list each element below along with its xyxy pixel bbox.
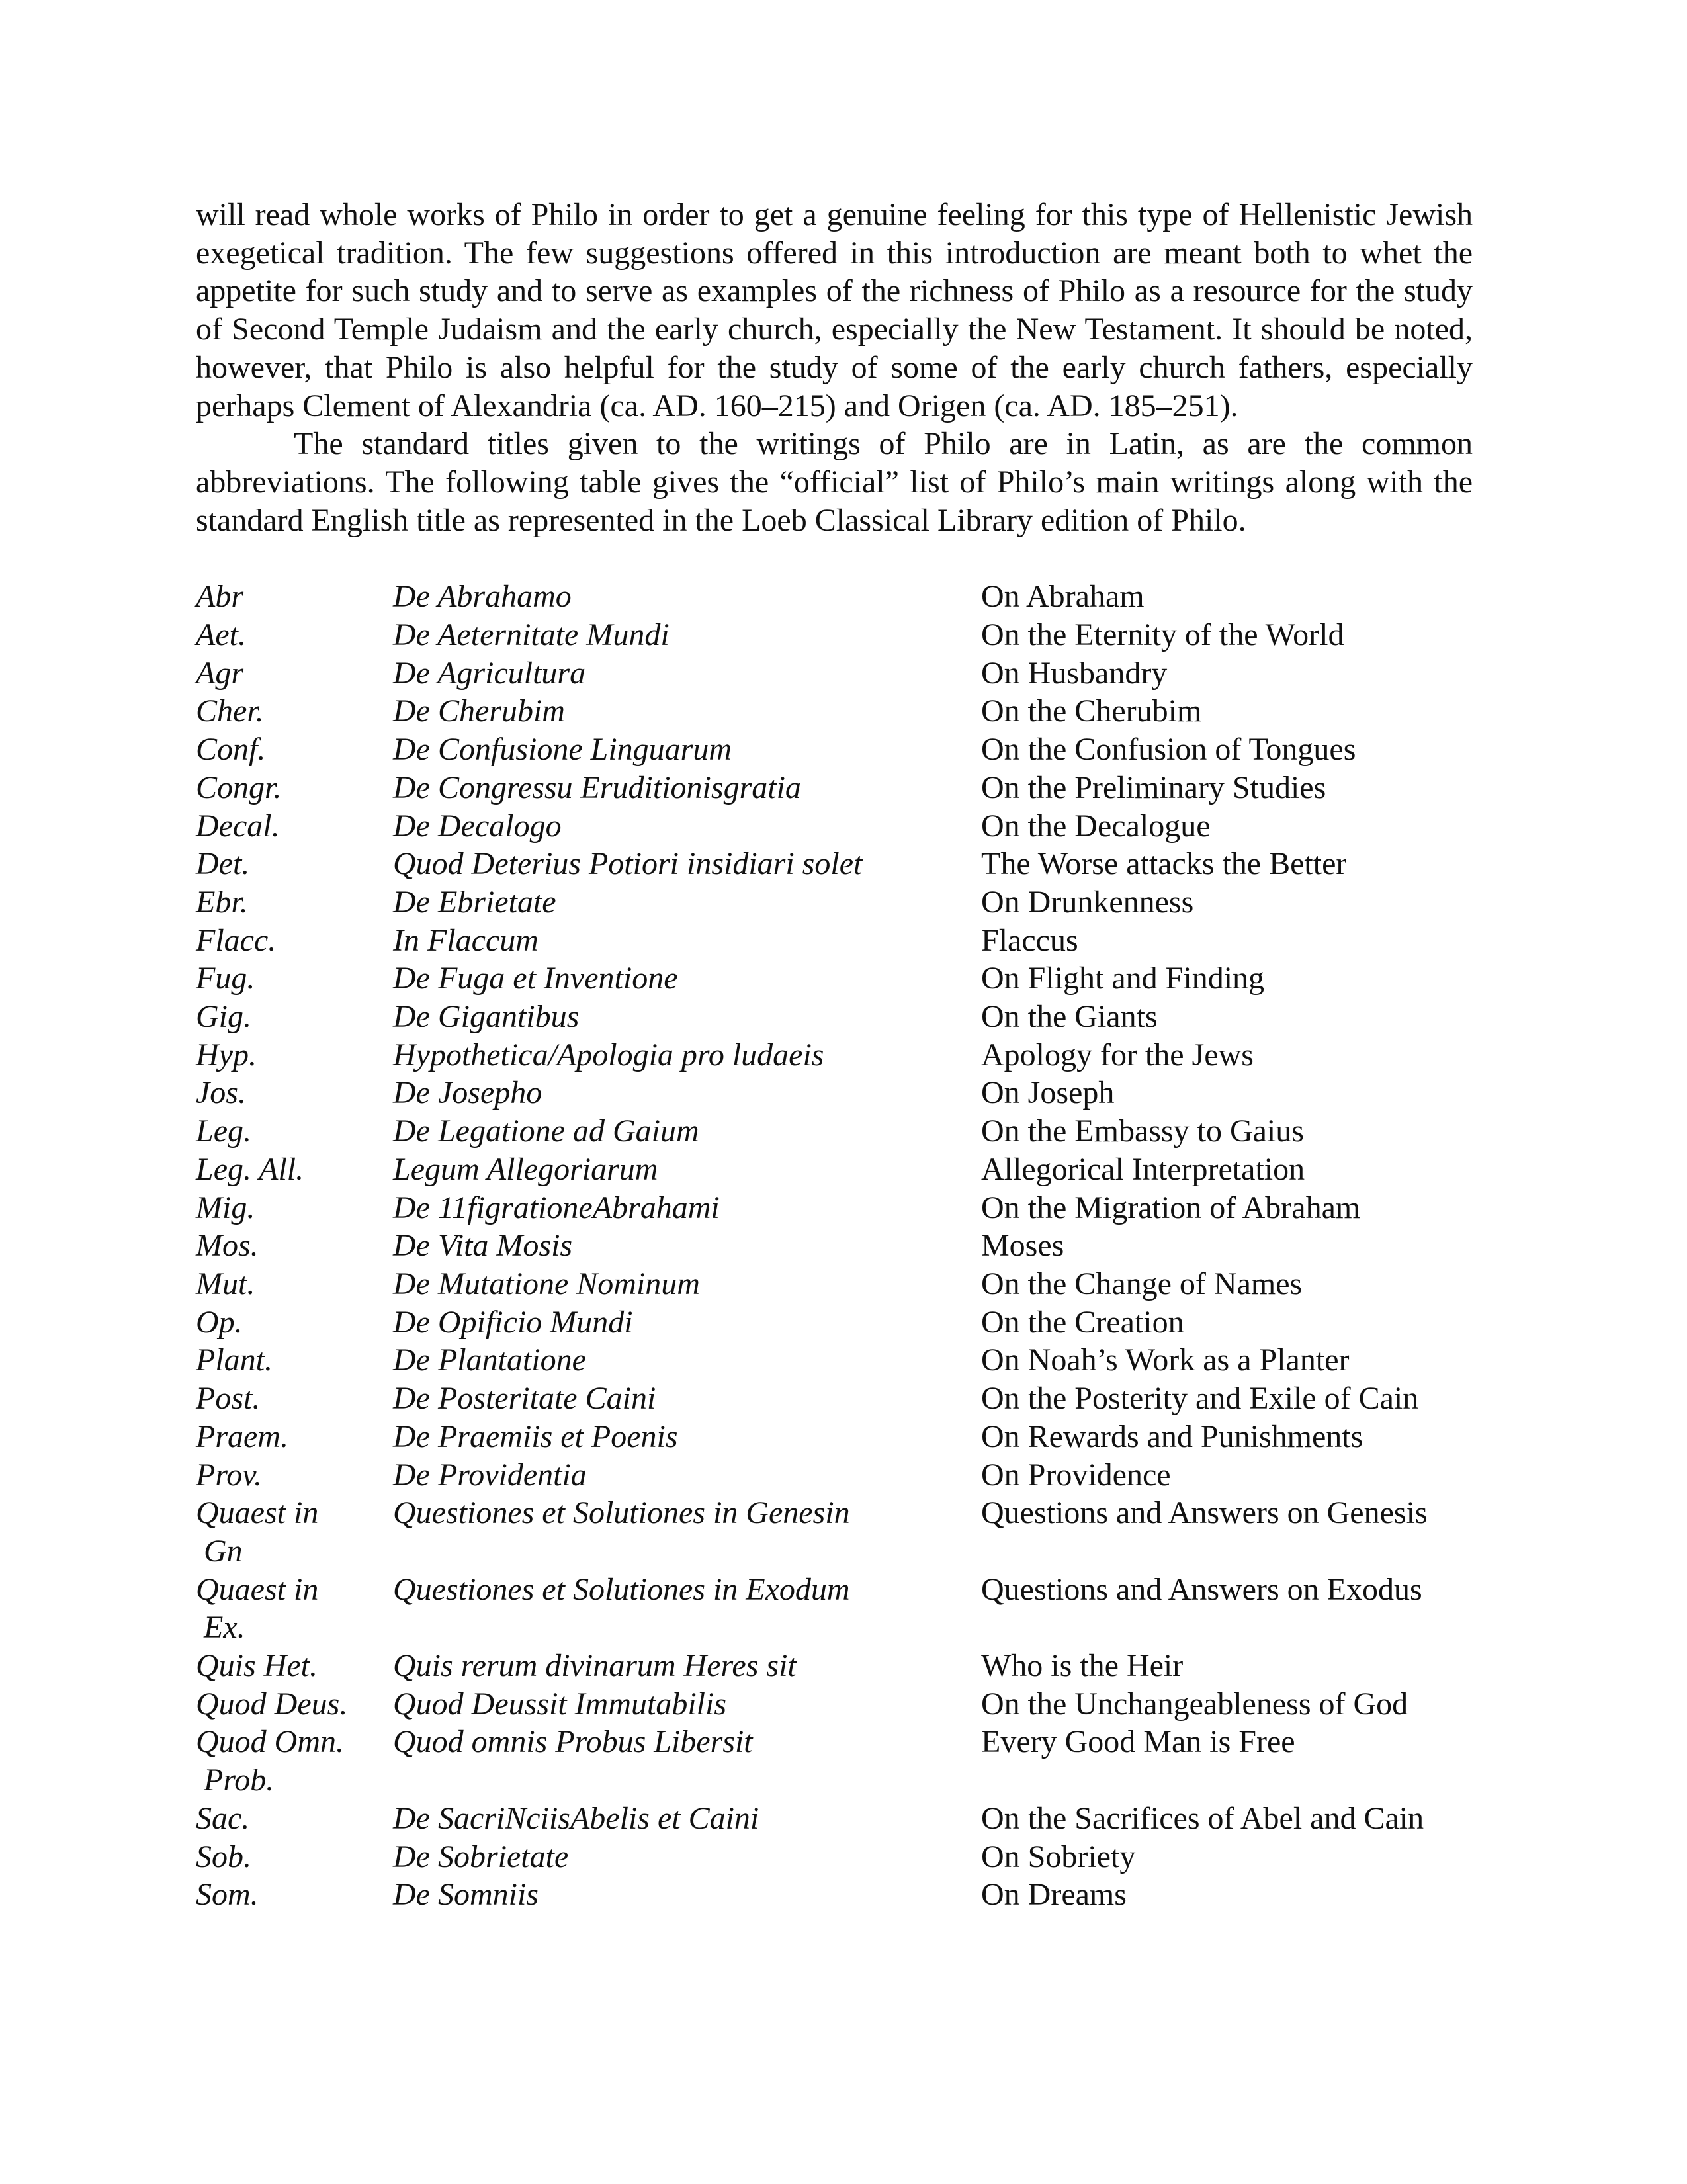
english-title-cell: On the Migration of Abraham <box>981 1190 1361 1225</box>
abbreviation-cell <box>196 1838 393 1876</box>
english-title-cell: On Drunkenness <box>981 884 1194 920</box>
abbreviation-cell <box>196 1494 393 1570</box>
english-title-cell: On the Change of Names <box>981 1266 1303 1301</box>
abbreviation-cell <box>196 922 393 960</box>
abbreviation-cell <box>196 845 393 883</box>
abbreviation-text: Agr <box>196 655 243 691</box>
latin-title-cell: De Aeternitate Mundi <box>393 617 670 653</box>
english-title-cell: On the Posterity and Exile of Cain <box>981 1381 1419 1417</box>
abbreviation-cell <box>196 1341 393 1379</box>
table-row <box>196 1838 1473 1876</box>
latin-title-cell: De Cherubim <box>393 693 565 729</box>
abbreviation-cell <box>196 1456 393 1495</box>
abbreviation-text: Abr <box>196 579 243 615</box>
abbreviation-cell <box>196 998 393 1036</box>
table-row <box>196 1571 1473 1647</box>
english-title-cell: Flaccus <box>981 922 1078 958</box>
latin-title-cell: De 11figrationeAbrahami <box>393 1190 720 1225</box>
table-row <box>196 922 1473 960</box>
abbreviation-cell <box>196 1685 393 1724</box>
latin-title-cell: De Posteritate Caini <box>393 1381 656 1417</box>
latin-title-cell: De Confusione Linguarum <box>393 732 732 767</box>
document-page <box>196 196 1473 1914</box>
abbreviation-text: Op. <box>196 1304 243 1340</box>
paragraph-intro-continued: will read whole works of Philo in order to get a genuine feeling for this type of Hellenistic Jewish exegetical tradition. The few suggestions offered in this introduction are meant both to whet the appetite for such study and to serve as examples of the richness of Philo as a resource for the study of Second Temple Judaism and the early church, especially the New Testament. It should be noted, however, that Philo is also helpful for the study of some of the early church fathers, especially perhaps Clement of Alexandria (ca. AD. 160–215) and Origen (ca. AD. 185–251). <box>196 197 1473 423</box>
table-row <box>196 1379 1473 1418</box>
abbreviation-text: Jos. <box>196 1075 246 1111</box>
latin-title-cell: De Praemiis et Poenis <box>393 1419 678 1454</box>
table-row <box>196 1189 1473 1227</box>
latin-title-cell: De Congressu Eruditionisgratia <box>393 769 801 805</box>
latin-title-cell: In Flaccum <box>393 922 539 958</box>
table-row <box>196 578 1473 616</box>
table-row <box>196 998 1473 1036</box>
abbreviation-text: Post. <box>196 1381 261 1417</box>
abbreviation-text: Quod Deus. <box>196 1686 348 1722</box>
latin-title-cell: De Somniis <box>393 1877 539 1913</box>
english-title-cell: On the Creation <box>981 1304 1184 1340</box>
abbreviation-cell <box>196 1379 393 1418</box>
table-row <box>196 1112 1473 1151</box>
table-row <box>196 1723 1473 1799</box>
latin-title-cell: Quod Deterius Potiori insidiari solet <box>393 846 863 882</box>
english-title-cell: On the Decalogue <box>981 808 1211 844</box>
abbreviation-cell <box>196 1227 393 1265</box>
table-row <box>196 845 1473 883</box>
english-title-cell: Apology for the Jews <box>981 1037 1254 1072</box>
abbreviation-cell <box>196 1876 393 1914</box>
table-row <box>196 883 1473 922</box>
abbreviation-text: Conf. <box>196 732 266 767</box>
abbreviation-text: Quaest in <box>196 1495 319 1531</box>
english-title-cell: On Providence <box>981 1457 1171 1493</box>
abbreviation-cell <box>196 1647 393 1685</box>
abbreviation-cell <box>196 1151 393 1189</box>
english-title-cell: On the Cherubim <box>981 693 1202 729</box>
abbreviation-cell <box>196 1303 393 1342</box>
abbreviation-continuation: Gn <box>204 1533 243 1569</box>
latin-title-cell: Hypothetica/Apologia pro ludaeis <box>393 1037 824 1072</box>
latin-title-cell: De Providentia <box>393 1457 587 1493</box>
abbreviation-text: Ebr. <box>196 884 248 920</box>
abbreviation-text: Det. <box>196 846 250 882</box>
latin-title-cell: Quis rerum divinarum Heres sit <box>393 1648 797 1684</box>
english-title-cell: Questions and Answers on Genesis <box>981 1495 1428 1531</box>
abbreviation-cell <box>196 1800 393 1838</box>
latin-title-cell: De Fuga et Inventione <box>393 961 678 996</box>
latin-title-cell: De Opificio Mundi <box>393 1304 633 1340</box>
abbreviation-text: Flacc. <box>196 922 277 958</box>
abbreviation-text: Som. <box>196 1877 259 1913</box>
abbreviation-cell <box>196 730 393 769</box>
abbreviation-cell <box>196 883 393 922</box>
table-row <box>196 1227 1473 1265</box>
english-title-cell: On the Embassy to Gaius <box>981 1114 1304 1149</box>
english-title-cell: On Noah’s Work as a Planter <box>981 1342 1350 1378</box>
latin-title-cell: De Vita Mosis <box>393 1228 573 1264</box>
abbreviation-cell <box>196 807 393 846</box>
table-row <box>196 1418 1473 1456</box>
english-title-cell: On the Confusion of Tongues <box>981 732 1356 767</box>
latin-title-cell: De Abrahamo <box>393 579 572 615</box>
english-title-cell: The Worse attacks the Better <box>981 846 1347 882</box>
table-row <box>196 1265 1473 1303</box>
abbreviation-text: Prov. <box>196 1457 262 1493</box>
table-row <box>196 1800 1473 1838</box>
abbreviation-cell <box>196 769 393 807</box>
abbreviation-text: Hyp. <box>196 1037 257 1072</box>
english-title-cell: On Flight and Finding <box>981 961 1265 996</box>
abbreviation-continuation: Prob. <box>204 1763 275 1798</box>
abbreviation-text: Sac. <box>196 1800 250 1836</box>
abbreviation-text: Decal. <box>196 808 280 844</box>
abbreviation-cell <box>196 1418 393 1456</box>
latin-title-cell: De Mutatione Nominum <box>393 1266 700 1301</box>
english-title-cell: Every Good Man is Free <box>981 1724 1295 1760</box>
abbreviation-cell <box>196 578 393 616</box>
english-title-cell: On the Giants <box>981 999 1158 1035</box>
latin-title-cell: Quod Deussit Immutabilis <box>393 1686 726 1722</box>
latin-title-cell: De Plantatione <box>393 1342 586 1378</box>
abbreviation-cell <box>196 959 393 998</box>
abbreviation-text: Leg. All. <box>196 1151 304 1187</box>
english-title-cell: Questions and Answers on Exodus <box>981 1571 1422 1607</box>
latin-title-cell: De SacriNciisAbelis et Caini <box>393 1800 759 1836</box>
abbreviation-text: Fug. <box>196 961 255 996</box>
abbreviation-text: Mig. <box>196 1190 255 1225</box>
english-title-cell: On Rewards and Punishments <box>981 1419 1363 1454</box>
abbreviation-continuation: Ex. <box>204 1610 245 1645</box>
english-title-cell: Who is the Heir <box>981 1648 1184 1684</box>
latin-title-cell: Quod omnis Probus Libersit <box>393 1724 753 1760</box>
abbreviation-text: Gig. <box>196 999 251 1035</box>
latin-title-cell: Questiones et Solutiones in Genesin <box>393 1495 850 1531</box>
abbreviation-cell <box>196 1189 393 1227</box>
table-row <box>196 1685 1473 1724</box>
table-row <box>196 1494 1473 1570</box>
latin-title-cell: Questiones et Solutiones in Exodum <box>393 1571 850 1607</box>
latin-title-cell: De Gigantibus <box>393 999 580 1035</box>
english-title-cell: On the Unchangeableness of God <box>981 1686 1408 1722</box>
latin-title-cell: De Agricultura <box>393 655 586 691</box>
latin-title-cell: De Ebrietate <box>393 884 556 920</box>
abbreviation-text: Mut. <box>196 1266 255 1301</box>
abbreviation-cell <box>196 1036 393 1074</box>
table-row <box>196 730 1473 769</box>
table-row <box>196 1647 1473 1685</box>
abbreviation-text: Quod Omn. <box>196 1724 344 1760</box>
abbreviation-cell <box>196 1571 393 1647</box>
abbreviation-text: Quaest in <box>196 1571 319 1607</box>
abbreviation-text: Plant. <box>196 1342 273 1378</box>
english-title-cell: On Dreams <box>981 1877 1127 1913</box>
english-title-cell: On Abraham <box>981 579 1145 615</box>
abbreviation-cell <box>196 616 393 654</box>
english-title-cell: On Joseph <box>981 1075 1115 1111</box>
abbreviation-cell <box>196 1265 393 1303</box>
table-row <box>196 769 1473 807</box>
table-row <box>196 654 1473 693</box>
english-title-cell: Allegorical Interpretation <box>981 1151 1305 1187</box>
abbreviation-text: Aet. <box>196 617 246 653</box>
abbreviation-text: Quis Het. <box>196 1648 318 1684</box>
latin-title-cell: De Josepho <box>393 1075 542 1111</box>
abbreviation-cell <box>196 1723 393 1799</box>
abbreviation-text: Mos. <box>196 1228 259 1264</box>
english-title-cell: On Husbandry <box>981 655 1168 691</box>
abbreviation-text: Leg. <box>196 1114 251 1149</box>
latin-title-cell: De Decalogo <box>393 808 562 844</box>
table-row <box>196 1876 1473 1914</box>
table-row <box>196 1036 1473 1074</box>
latin-title-cell: Legum Allegoriarum <box>393 1151 658 1187</box>
english-title-cell: On the Preliminary Studies <box>981 769 1326 805</box>
english-title-cell: On the Sacrifices of Abel and Cain <box>981 1800 1424 1836</box>
abbreviation-cell <box>196 654 393 693</box>
abbreviation-cell <box>196 1074 393 1112</box>
abbreviation-cell <box>196 692 393 730</box>
table-row <box>196 807 1473 846</box>
abbreviation-text: Praem. <box>196 1419 288 1454</box>
paragraph-standard-titles: The standard titles given to the writings of Philo are in Latin, as are the common abbreviations. The following table gives the “official” list of Philo’s main writings along with the standard English title as represented in the Loeb Classical Library edition of Philo. <box>196 426 1473 538</box>
table-row <box>196 692 1473 730</box>
latin-title-cell: De Sobrietate <box>393 1839 569 1874</box>
abbreviation-cell <box>196 1112 393 1151</box>
abbreviation-text: Cher. <box>196 693 264 729</box>
table-row <box>196 1303 1473 1342</box>
table-row <box>196 616 1473 654</box>
table-row <box>196 1074 1473 1112</box>
english-title-cell: On the Eternity of the World <box>981 617 1344 653</box>
latin-title-cell: De Legatione ad Gaium <box>393 1114 699 1149</box>
abbreviation-text: Congr. <box>196 769 282 805</box>
english-title-cell: On Sobriety <box>981 1839 1136 1874</box>
table-row <box>196 1151 1473 1189</box>
table-row <box>196 1456 1473 1495</box>
table-row <box>196 1341 1473 1379</box>
philo-works-table <box>196 578 1473 1914</box>
table-row <box>196 959 1473 998</box>
abbreviation-text: Sob. <box>196 1839 251 1874</box>
english-title-cell: Moses <box>981 1228 1064 1264</box>
